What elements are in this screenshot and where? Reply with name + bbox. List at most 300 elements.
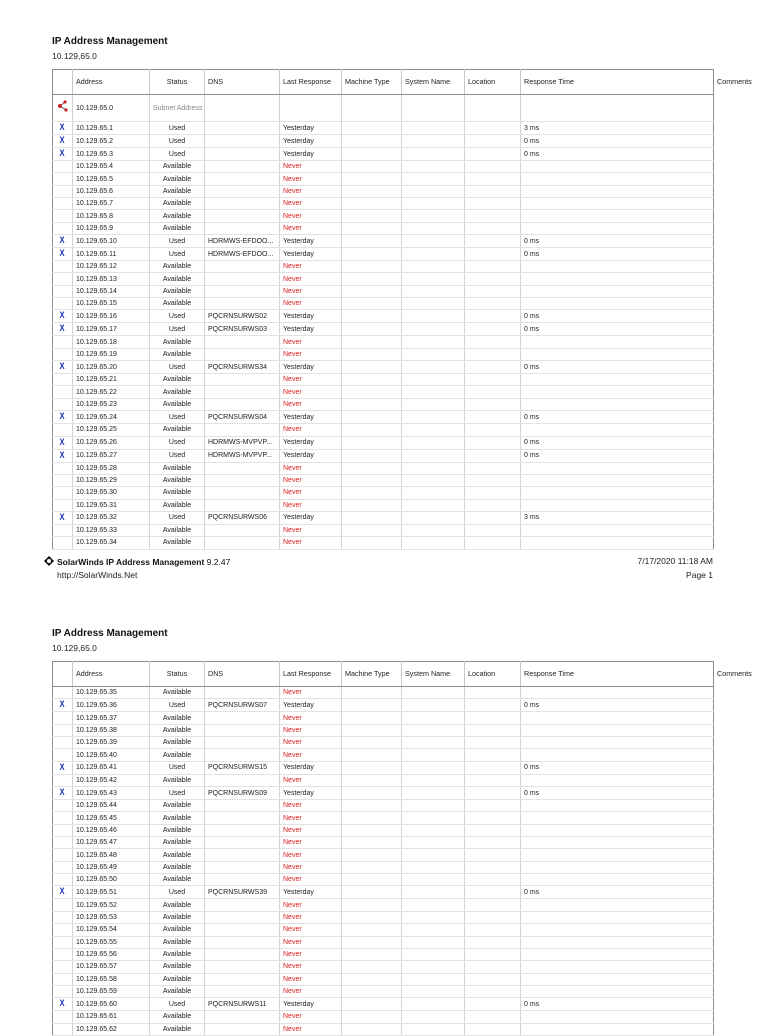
row-icon-cell	[53, 474, 73, 486]
table-row[interactable]	[53, 411, 714, 424]
address-cell: 10.129.65.30	[73, 487, 150, 499]
table-row[interactable]	[53, 849, 714, 861]
system-name-cell	[402, 961, 465, 973]
dns-cell	[205, 424, 280, 436]
dns-cell	[205, 273, 280, 285]
table-row[interactable]	[53, 135, 714, 148]
location-cell	[465, 961, 521, 973]
response-time-cell	[521, 173, 714, 185]
used-x-icon: X	[59, 135, 66, 145]
last-response-cell: Never	[280, 499, 342, 511]
status-cell: Available	[150, 899, 205, 911]
table-row[interactable]	[53, 511, 714, 524]
row-icon-cell	[53, 936, 73, 948]
last-response-cell: Yesterday	[280, 886, 342, 899]
address-cell: 10.129.65.6	[73, 185, 150, 197]
location-cell	[465, 122, 521, 135]
machine-type-cell	[342, 699, 402, 712]
machine-type-cell	[342, 398, 402, 410]
dns-cell	[205, 524, 280, 536]
address-cell: 10.129.65.42	[73, 774, 150, 786]
address-cell: 10.129.65.50	[73, 874, 150, 886]
status-cell: Available	[150, 222, 205, 234]
system-name-cell	[402, 1023, 465, 1035]
status-cell: Available	[150, 210, 205, 222]
table-row[interactable]	[53, 348, 714, 360]
system-name-cell	[402, 285, 465, 297]
table-row[interactable]	[53, 298, 714, 310]
location-cell	[465, 1011, 521, 1023]
dns-cell	[205, 95, 280, 122]
response-time-cell	[521, 462, 714, 474]
address-cell: 10.129.65.45	[73, 812, 150, 824]
last-response-cell: Never	[280, 386, 342, 398]
machine-type-cell	[342, 712, 402, 724]
status-cell: Used	[150, 323, 205, 336]
ip-table-body	[53, 687, 714, 1036]
dns-cell: HDRMWS-MVPVP...	[205, 436, 280, 449]
location-cell	[465, 398, 521, 410]
row-icon-cell	[53, 95, 73, 122]
location-cell	[465, 386, 521, 398]
table-row[interactable]	[53, 886, 714, 899]
machine-type-cell	[342, 537, 402, 549]
system-name-cell	[402, 985, 465, 997]
status-cell: Available	[150, 687, 205, 699]
address-cell: 10.129.65.39	[73, 737, 150, 749]
machine-type-cell	[342, 837, 402, 849]
row-icon-cell	[53, 198, 73, 210]
status-cell: Available	[150, 849, 205, 861]
last-response-cell: Never	[280, 961, 342, 973]
machine-type-cell	[342, 749, 402, 761]
address-cell: 10.129.65.10	[73, 235, 150, 248]
machine-type-cell	[342, 487, 402, 499]
response-time-cell	[521, 687, 714, 699]
address-cell: 10.129.65.22	[73, 386, 150, 398]
response-time-cell	[521, 824, 714, 836]
address-cell: 10.129.65.53	[73, 911, 150, 923]
dns-cell	[205, 774, 280, 786]
location-cell	[465, 886, 521, 899]
response-time-cell: 0 ms	[521, 787, 714, 800]
dns-cell	[205, 800, 280, 812]
last-response-cell: Never	[280, 524, 342, 536]
icon-column-header	[53, 662, 73, 687]
dns-cell	[205, 348, 280, 360]
status-cell: Available	[150, 198, 205, 210]
address-cell: 10.129.65.4	[73, 161, 150, 173]
address-cell: 10.129.65.51	[73, 886, 150, 899]
table-row[interactable]	[53, 310, 714, 323]
address-cell: 10.129.65.16	[73, 310, 150, 323]
table-row[interactable]	[53, 285, 714, 297]
location-cell	[465, 761, 521, 774]
response-time-cell	[521, 1023, 714, 1035]
table-row[interactable]	[53, 749, 714, 761]
system-name-cell	[402, 499, 465, 511]
row-icon-cell	[53, 210, 73, 222]
table-row[interactable]	[53, 499, 714, 511]
table-row[interactable]	[53, 899, 714, 911]
dns-cell	[205, 210, 280, 222]
last-response-cell: Never	[280, 911, 342, 923]
table-row[interactable]	[53, 424, 714, 436]
system-name-cell	[402, 936, 465, 948]
machine-type-column-header: Machine Type	[342, 662, 402, 687]
machine-type-cell	[342, 824, 402, 836]
response-time-cell: 0 ms	[521, 411, 714, 424]
location-cell	[465, 699, 521, 712]
machine-type-cell	[342, 436, 402, 449]
status-cell: Available	[150, 874, 205, 886]
table-row[interactable]	[53, 787, 714, 800]
status-cell: Used	[150, 449, 205, 462]
response-time-cell	[521, 737, 714, 749]
location-cell	[465, 148, 521, 161]
location-cell	[465, 824, 521, 836]
location-column-header: Location	[465, 662, 521, 687]
table-row[interactable]	[53, 524, 714, 536]
system-name-cell	[402, 973, 465, 985]
table-row[interactable]	[53, 173, 714, 185]
last-response-cell: Yesterday	[280, 511, 342, 524]
machine-type-cell	[342, 222, 402, 234]
response-time-cell	[521, 198, 714, 210]
last-response-cell: Never	[280, 173, 342, 185]
response-time-cell: 0 ms	[521, 323, 714, 336]
system-name-cell	[402, 424, 465, 436]
used-x-icon: X	[59, 323, 66, 334]
address-cell: 10.129.65.32	[73, 511, 150, 524]
table-row[interactable]	[53, 210, 714, 222]
system-name-cell	[402, 222, 465, 234]
table-row[interactable]	[53, 824, 714, 836]
system-name-cell	[402, 812, 465, 824]
system-name-cell	[402, 1011, 465, 1023]
table-row[interactable]	[53, 148, 714, 161]
ip-table: Address Status DNS Last Response Machine Type System Name Location Response Time Comments 10.129.65.0 Subnet Address X 10.129.65.1 Used Yesterday 3 ms X 10.129.65.2 Used Yesterday 0 ms X 10.129.65.3 Used Yesterday 0 ms 10.129.65.4 Available Never 10.129.65.5 Available Never 10.129.65.6 Available Never 10.129.65.7 Available Never 10.129.65.8 Available Never 10.129.65.9 Available Never X 10.129.65.10 Used HDRMWS-EFDOO... Yesterday 0 ms X 10.129.65.11 Used HDRMWS-EFDOO... Yesterday 0 ms 10.129.65.12 Available Never 10.129.65.13 Available Never 10.129.65.14 Available Never 10.129.65.15 Available Never X 10.129.65.16 Used PQCRNSURWS02 Yesterday 0 ms X 10.129.65.17 Used PQCRNSURWS03 Yesterday 0 ms 10.129.65.18 Available Never 10.129.65.19 Available Never X 10.129.65.20 Used PQCRNSURWS34 Yesterday 0 ms 10.129.65.21 Available Never 10.129.65.22 Available Never 10.129.65.23 Available Never X 10.129.65.24 Used PQCRNSURWS04 Yesterday 0 ms 10.129.65.25 Available Never X 10.129.65.26 Used HDRMWS-MVPVP... Yesterday 0 ms X 10.129.65.27 Used HDRMWS-MVPVP... Yesterday 0 ms 10.129.65.28 Available Never 10.129.65.29 Available Never 10.129.65.30 Available Never 10.129.65.31 Available Never X 10.129.65.32 Used PQCRNSURWS06 Yesterday 3 ms 10.129.65.33 Available Never 10.129.65.34 Available Never	[52, 69, 714, 550]
machine-type-cell	[342, 235, 402, 248]
address-cell: 10.129.65.49	[73, 861, 150, 873]
location-cell	[465, 348, 521, 360]
last-response-cell: Never	[280, 273, 342, 285]
dns-cell: PQCRNSURWS34	[205, 361, 280, 374]
machine-type-cell	[342, 135, 402, 148]
last-response-cell: Yesterday	[280, 411, 342, 424]
row-icon-cell	[53, 424, 73, 436]
last-response-cell: Never	[280, 899, 342, 911]
machine-type-cell	[342, 148, 402, 161]
table-row[interactable]	[53, 95, 714, 122]
machine-type-cell	[342, 899, 402, 911]
last-response-cell: Never	[280, 687, 342, 699]
address-cell: 10.129.65.62	[73, 1023, 150, 1035]
location-cell	[465, 235, 521, 248]
row-icon-cell	[53, 511, 73, 524]
last-response-cell: Yesterday	[280, 998, 342, 1011]
location-cell	[465, 687, 521, 699]
status-cell: Used	[150, 511, 205, 524]
response-time-cell	[521, 524, 714, 536]
status-cell: Used	[150, 122, 205, 135]
used-x-icon: X	[59, 511, 66, 522]
response-time-cell	[521, 185, 714, 197]
response-time-cell: 0 ms	[521, 310, 714, 323]
status-cell: Available	[150, 724, 205, 736]
system-name-cell	[402, 336, 465, 348]
dns-cell	[205, 122, 280, 135]
table-row[interactable]	[53, 837, 714, 849]
dns-cell: PQCRNSURWS04	[205, 411, 280, 424]
location-cell	[465, 361, 521, 374]
response-time-cell	[521, 774, 714, 786]
machine-type-cell	[342, 198, 402, 210]
response-time-cell	[521, 348, 714, 360]
address-cell: 10.129.65.54	[73, 924, 150, 936]
table-row[interactable]	[53, 222, 714, 234]
last-response-cell: Never	[280, 298, 342, 310]
last-response-cell: Yesterday	[280, 148, 342, 161]
table-row[interactable]	[53, 336, 714, 348]
dns-cell	[205, 737, 280, 749]
table-row[interactable]	[53, 198, 714, 210]
table-row[interactable]	[53, 248, 714, 261]
address-cell: 10.129.65.18	[73, 336, 150, 348]
table-row[interactable]	[53, 1023, 714, 1035]
location-cell	[465, 474, 521, 486]
table-row[interactable]	[53, 449, 714, 462]
status-cell: Available	[150, 185, 205, 197]
response-time-cell	[521, 911, 714, 923]
location-cell	[465, 899, 521, 911]
status-cell: Used	[150, 361, 205, 374]
table-row[interactable]	[53, 374, 714, 386]
used-x-icon: X	[59, 761, 66, 772]
table-row[interactable]	[53, 985, 714, 997]
table-row[interactable]	[53, 774, 714, 786]
response-time-cell: 0 ms	[521, 148, 714, 161]
table-row[interactable]	[53, 487, 714, 499]
table-row[interactable]	[53, 161, 714, 173]
table-row[interactable]	[53, 474, 714, 486]
table-row[interactable]	[53, 924, 714, 936]
subnet-label: 10.129,65.0	[52, 643, 97, 653]
response-time-cell	[521, 724, 714, 736]
footer-url[interactable]: http://SolarWinds.Net	[57, 570, 138, 580]
address-cell: 10.129.65.59	[73, 985, 150, 997]
table-row[interactable]	[53, 323, 714, 336]
system-name-cell	[402, 899, 465, 911]
response-time-cell: 0 ms	[521, 761, 714, 774]
response-time-cell	[521, 386, 714, 398]
last-response-cell: Yesterday	[280, 135, 342, 148]
table-row[interactable]	[53, 911, 714, 923]
table-row[interactable]	[53, 398, 714, 410]
system-name-cell	[402, 524, 465, 536]
response-time-cell	[521, 95, 714, 122]
response-time-cell	[521, 499, 714, 511]
response-time-cell	[521, 874, 714, 886]
row-icon-cell	[53, 185, 73, 197]
machine-type-cell	[342, 449, 402, 462]
last-response-column-header: Last Response	[280, 70, 342, 95]
location-cell	[465, 135, 521, 148]
table-row[interactable]	[53, 687, 714, 699]
status-cell: Available	[150, 911, 205, 923]
status-cell: Available	[150, 961, 205, 973]
last-response-cell: Yesterday	[280, 761, 342, 774]
dns-cell	[205, 985, 280, 997]
last-response-cell: Yesterday	[280, 436, 342, 449]
dns-column-header: DNS	[205, 70, 280, 95]
table-row[interactable]	[53, 998, 714, 1011]
system-name-cell	[402, 398, 465, 410]
table-row[interactable]	[53, 712, 714, 724]
table-row[interactable]	[53, 436, 714, 449]
response-time-cell	[521, 537, 714, 549]
machine-type-cell	[342, 462, 402, 474]
system-name-cell	[402, 737, 465, 749]
last-response-cell: Never	[280, 474, 342, 486]
address-cell: 10.129.65.57	[73, 961, 150, 973]
dns-cell: PQCRNSURWS06	[205, 511, 280, 524]
location-cell	[465, 537, 521, 549]
machine-type-cell	[342, 210, 402, 222]
address-cell: 10.129.65.20	[73, 361, 150, 374]
table-row[interactable]	[53, 874, 714, 886]
location-cell	[465, 998, 521, 1011]
last-response-cell: Never	[280, 948, 342, 960]
system-name-cell	[402, 198, 465, 210]
table-row[interactable]	[53, 235, 714, 248]
table-row[interactable]	[53, 273, 714, 285]
dns-cell	[205, 899, 280, 911]
last-response-cell: Never	[280, 462, 342, 474]
status-cell: Used	[150, 886, 205, 899]
table-row[interactable]	[53, 936, 714, 948]
location-cell	[465, 499, 521, 511]
footer-timestamp: 7/17/2020 11:18 AM	[637, 556, 713, 566]
location-cell	[465, 222, 521, 234]
table-row[interactable]	[53, 948, 714, 960]
system-name-cell	[402, 924, 465, 936]
last-response-cell: Never	[280, 222, 342, 234]
row-icon-cell	[53, 161, 73, 173]
response-time-cell	[521, 985, 714, 997]
table-row[interactable]	[53, 537, 714, 549]
response-time-cell: 0 ms	[521, 699, 714, 712]
system-name-cell	[402, 310, 465, 323]
used-x-icon: X	[59, 235, 66, 246]
system-name-cell	[402, 148, 465, 161]
machine-type-cell	[342, 285, 402, 297]
table-row[interactable]	[53, 761, 714, 774]
system-name-cell	[402, 861, 465, 873]
table-row[interactable]	[53, 973, 714, 985]
machine-type-cell	[342, 1023, 402, 1035]
address-cell: 10.129.65.33	[73, 524, 150, 536]
table-row[interactable]	[53, 812, 714, 824]
dns-cell	[205, 924, 280, 936]
row-icon-cell	[53, 374, 73, 386]
response-time-column-header: Response Time	[521, 70, 714, 95]
system-name-cell	[402, 449, 465, 462]
address-cell: 10.129.65.14	[73, 285, 150, 297]
row-icon-cell	[53, 961, 73, 973]
table-row[interactable]	[53, 361, 714, 374]
system-name-cell	[402, 95, 465, 122]
table-row[interactable]	[53, 737, 714, 749]
status-cell: Used	[150, 761, 205, 774]
status-column-header: Status	[150, 662, 205, 687]
dns-cell	[205, 537, 280, 549]
table-row[interactable]	[53, 699, 714, 712]
system-name-column-header: System Name	[402, 662, 465, 687]
table-row[interactable]	[53, 800, 714, 812]
dns-cell	[205, 173, 280, 185]
address-cell: 10.129.65.58	[73, 973, 150, 985]
last-response-cell: Yesterday	[280, 361, 342, 374]
table-row[interactable]	[53, 462, 714, 474]
solarwinds-logo-icon	[44, 556, 54, 568]
table-row[interactable]	[53, 861, 714, 873]
machine-type-cell	[342, 499, 402, 511]
table-row[interactable]	[53, 261, 714, 273]
location-cell	[465, 185, 521, 197]
location-cell	[465, 812, 521, 824]
subnet-network-icon	[57, 107, 69, 114]
row-icon-cell	[53, 135, 73, 148]
status-cell: Used	[150, 135, 205, 148]
footer-version: 9.2.47	[206, 557, 231, 567]
response-time-cell	[521, 812, 714, 824]
status-cell: Available	[150, 462, 205, 474]
row-icon-cell	[53, 924, 73, 936]
table-row[interactable]	[53, 122, 714, 135]
address-cell: 10.129.65.35	[73, 687, 150, 699]
dns-cell	[205, 474, 280, 486]
response-time-cell	[521, 336, 714, 348]
location-cell	[465, 210, 521, 222]
machine-type-cell	[342, 761, 402, 774]
address-cell: 10.129.65.36	[73, 699, 150, 712]
machine-type-column-header: Machine Type	[342, 70, 402, 95]
table-row[interactable]	[53, 961, 714, 973]
machine-type-cell	[342, 310, 402, 323]
location-cell	[465, 248, 521, 261]
system-name-cell	[402, 386, 465, 398]
address-cell: 10.129.65.17	[73, 323, 150, 336]
machine-type-cell	[342, 323, 402, 336]
table-row[interactable]	[53, 386, 714, 398]
system-name-cell	[402, 886, 465, 899]
machine-type-cell	[342, 812, 402, 824]
response-time-cell	[521, 948, 714, 960]
machine-type-cell	[342, 924, 402, 936]
last-response-cell: Never	[280, 210, 342, 222]
system-name-cell	[402, 210, 465, 222]
location-cell	[465, 1023, 521, 1035]
table-row[interactable]	[53, 724, 714, 736]
address-cell: 10.129.65.25	[73, 424, 150, 436]
last-response-cell: Never	[280, 374, 342, 386]
last-response-cell: Never	[280, 737, 342, 749]
table-row[interactable]	[53, 1011, 714, 1023]
last-response-cell: Never	[280, 973, 342, 985]
table-row[interactable]	[53, 185, 714, 197]
address-cell: 10.129.65.46	[73, 824, 150, 836]
